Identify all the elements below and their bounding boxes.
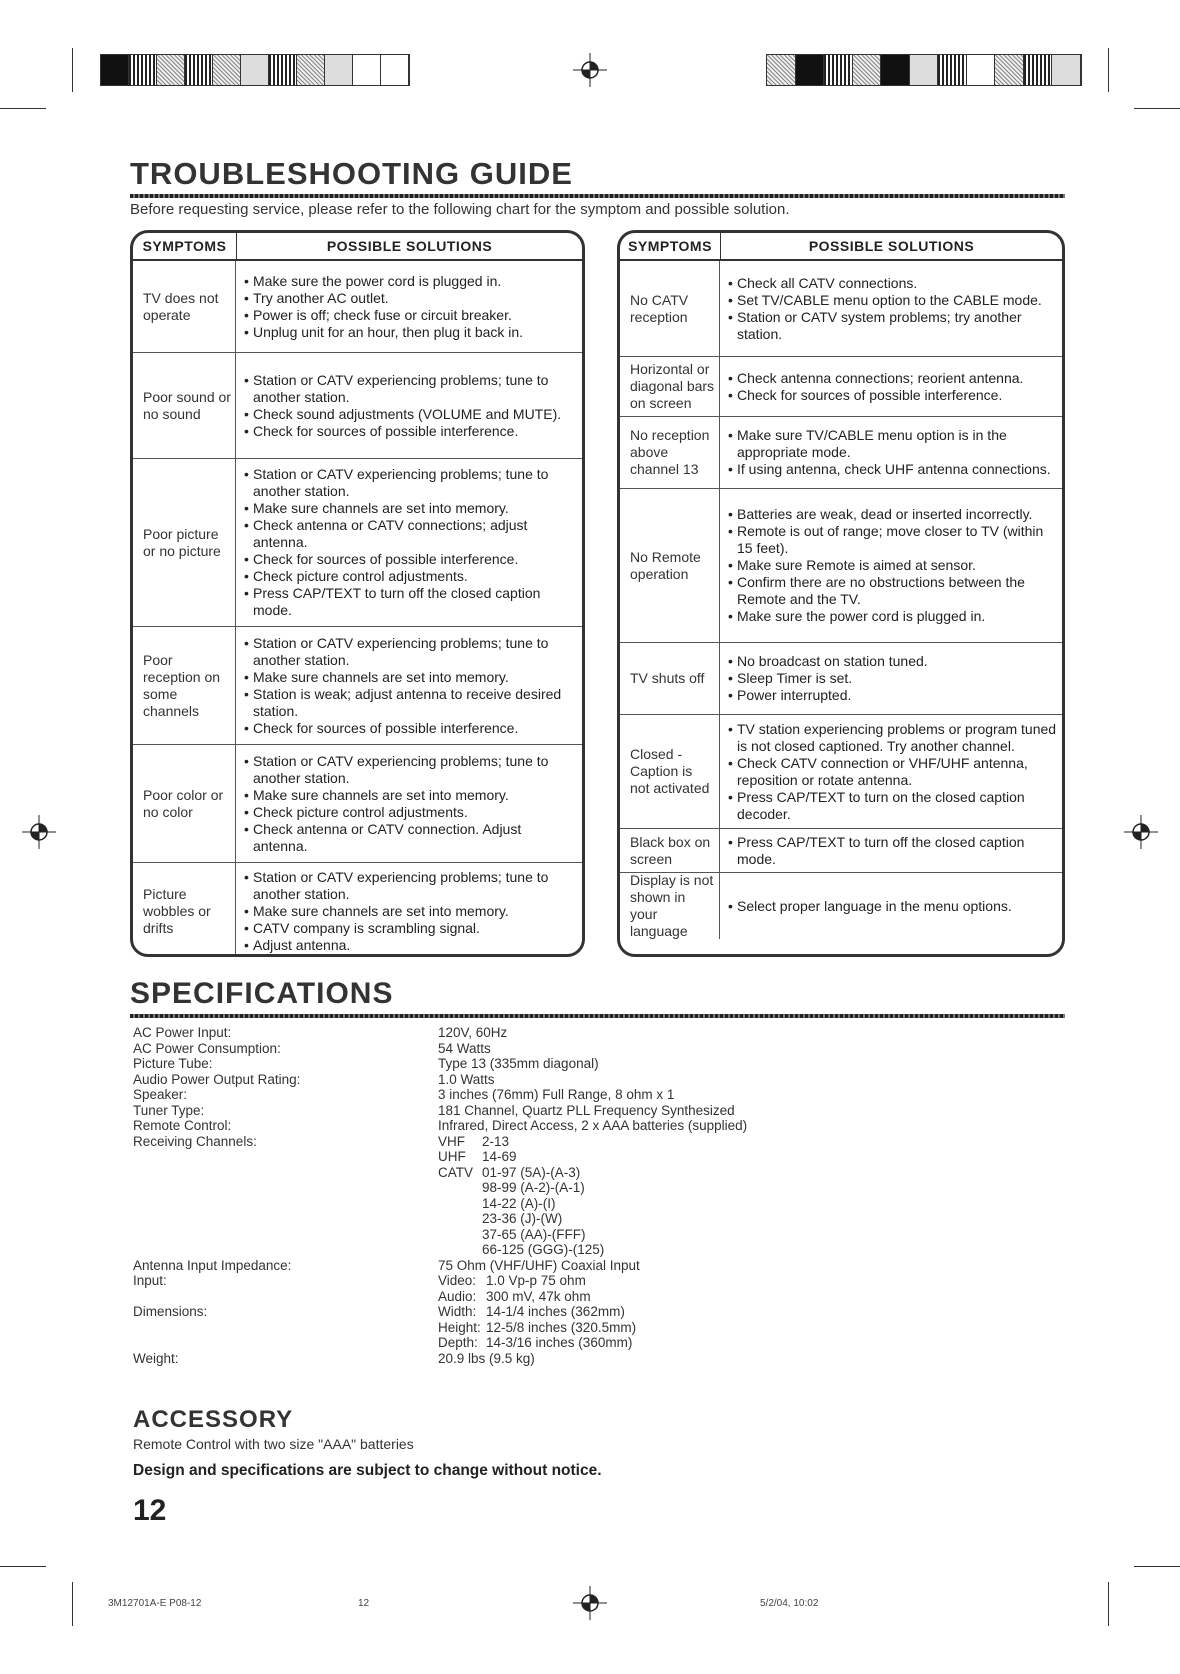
table-row	[620, 261, 1062, 357]
page-number: 12	[133, 1494, 167, 1527]
symptom-cell: TV shuts off	[620, 643, 720, 714]
spec-value: 1.0 Watts	[438, 1071, 495, 1087]
spec-row	[133, 1258, 1033, 1274]
symptom-cell: No Remote operation	[620, 489, 720, 642]
crop-mark	[1108, 48, 1109, 92]
title-rule	[130, 194, 1065, 198]
footer-code: 3M12701A-E P08-12	[108, 1598, 202, 1609]
solution-item: • Press CAP/TEXT to turn on the closed caption decoder.	[728, 789, 1058, 823]
catv-range: 23-36 (J)-(W)	[482, 1211, 563, 1226]
spec-subvalue: 14-1/4 inches (362mm)	[486, 1304, 625, 1319]
registration-target-icon	[573, 53, 607, 87]
spec-value	[438, 1273, 1033, 1304]
spec-value	[438, 1304, 1033, 1351]
spec-subvalue: 1.0 Vp-p 75 ohm	[486, 1273, 586, 1288]
solution-item: • Station or CATV system problems; try another station.	[728, 309, 1058, 343]
header-solutions: POSSIBLE SOLUTIONS	[326, 238, 493, 254]
solution-item: • Station or CATV experiencing problems; tune to another station.	[244, 753, 578, 787]
crop-mark	[1134, 1566, 1180, 1567]
header-symptoms: SYMPTOMS	[133, 233, 237, 259]
spec-subkey: Audio:	[438, 1288, 477, 1304]
spec-label: Weight:	[133, 1350, 179, 1366]
table-row	[620, 489, 1062, 643]
specifications-list	[133, 1025, 1033, 1366]
solutions-cell	[236, 353, 582, 458]
solution-item: • Make sure channels are set into memory.	[244, 669, 578, 686]
solution-item: • Check all CATV connections.	[728, 275, 1058, 292]
spec-row	[133, 1103, 1033, 1119]
spec-row	[133, 1056, 1033, 1072]
symptom-cell: Poor reception on some channels	[133, 627, 236, 744]
solution-item: • Adjust antenna.	[244, 937, 578, 954]
solution-item: • Make sure channels are set into memory.	[244, 787, 578, 804]
solutions-cell	[720, 261, 1062, 356]
solution-item: • Make sure TV/CABLE menu option is in the appropriate mode.	[728, 427, 1058, 461]
solution-item: • Sleep Timer is set.	[728, 670, 1058, 687]
solutions-cell	[236, 745, 582, 862]
solution-item: • Make sure Remote is aimed at sensor.	[728, 557, 1058, 574]
spec-subvalue: 300 mV, 47k ohm	[486, 1288, 591, 1304]
header-solutions: POSSIBLE SOLUTIONS	[808, 238, 975, 254]
table-row	[133, 745, 582, 863]
symptom-cell: No reception above channel 13	[620, 417, 720, 488]
spec-subkey: Depth:	[438, 1335, 478, 1350]
registration-target-icon	[22, 815, 56, 849]
solutions-cell	[720, 643, 1062, 714]
solution-item: • Check for sources of possible interference.	[244, 720, 578, 737]
catv-range: 14-22 (A)-(I)	[482, 1195, 556, 1211]
footer-page: 12	[358, 1598, 370, 1609]
spec-value: 3 inches (76mm) Full Range, 8 ohm x 1	[438, 1087, 675, 1102]
solution-item: • Make sure channels are set into memory.	[244, 903, 578, 920]
table-row	[620, 873, 1062, 939]
spec-subkey: Height:	[438, 1319, 481, 1335]
spec-label: AC Power Consumption:	[133, 1040, 281, 1056]
solution-item: • Check antenna connections; reorient antenna.	[728, 370, 1058, 387]
spec-subkey: Video:	[438, 1273, 477, 1288]
solution-item: • Make sure the power cord is plugged in.	[244, 273, 578, 290]
table-row	[133, 863, 582, 957]
solution-item: • Station is weak; adjust antenna to receive desired station.	[244, 686, 578, 720]
crop-mark	[0, 108, 46, 109]
solution-item: • Press CAP/TEXT to turn off the closed caption mode.	[728, 834, 1058, 868]
symptom-cell: No CATV reception	[620, 261, 720, 356]
solution-item: • Check for sources of possible interference.	[728, 387, 1058, 404]
spec-value: Type 13 (335mm diagonal)	[438, 1056, 599, 1071]
color-calibration-bar-left	[100, 54, 410, 86]
solutions-cell	[720, 357, 1062, 416]
solutions-cell	[236, 459, 582, 626]
solutions-cell	[720, 873, 1062, 939]
spec-row	[133, 1041, 1033, 1057]
solutions-cell	[720, 489, 1062, 642]
solution-item: • Check picture control adjustments.	[244, 568, 578, 585]
spec-subkey: UHF	[438, 1149, 466, 1164]
solution-item: • Make sure the power cord is plugged in.	[728, 608, 1058, 625]
spec-label: Audio Power Output Rating:	[133, 1071, 301, 1087]
spec-label: Picture Tube:	[133, 1056, 213, 1071]
symptom-cell: Poor color or no color	[133, 745, 236, 862]
solutions-cell	[720, 829, 1062, 872]
solutions-cell	[236, 863, 582, 957]
symptom-cell: Horizontal or diagonal bars on screen	[620, 357, 720, 416]
symptom-cell: Black box on screen	[620, 829, 720, 872]
solution-item: • If using antenna, check UHF antenna connections.	[728, 461, 1058, 478]
solutions-cell	[720, 715, 1062, 828]
solution-item: • Unplug unit for an hour, then plug it back in.	[244, 324, 578, 341]
catv-range: 98-99 (A-2)-(A-1)	[482, 1180, 585, 1195]
spec-subkey: Width:	[438, 1304, 477, 1319]
troubleshooting-title: TROUBLESHOOTING GUIDE	[130, 156, 573, 191]
crop-mark	[0, 1566, 46, 1567]
table-row	[620, 643, 1062, 715]
solution-item: • Check for sources of possible interference.	[244, 551, 578, 568]
specifications-title: SPECIFICATIONS	[130, 977, 394, 1010]
table-header	[133, 233, 582, 261]
catv-range: 37-65 (AA)-(FFF)	[482, 1226, 586, 1242]
title-rule	[130, 1014, 1065, 1018]
spec-row	[133, 1025, 1033, 1041]
table-row	[133, 627, 582, 745]
solution-item: • Set TV/CABLE menu option to the CABLE mode.	[728, 292, 1058, 309]
spec-label: Remote Control:	[133, 1118, 232, 1133]
solution-item: • Power is off; check fuse or circuit breaker.	[244, 307, 578, 324]
table-row	[620, 357, 1062, 417]
troubleshooting-table-left	[130, 230, 585, 957]
accessory-text: Remote Control with two size "AAA" batteries	[133, 1436, 414, 1452]
symptom-cell: Closed - Caption is not activated	[620, 715, 720, 828]
spec-label: Antenna Input Impedance:	[133, 1257, 292, 1273]
spec-label: AC Power Input:	[133, 1025, 232, 1040]
crop-mark	[1108, 1582, 1109, 1626]
spec-row	[133, 1304, 1033, 1351]
spec-value: 20.9 lbs (9.5 kg)	[438, 1350, 535, 1366]
spec-label: Speaker:	[133, 1087, 188, 1102]
solution-item: • Check antenna or CATV connections; adjust antenna.	[244, 517, 578, 551]
solution-item: • Select proper language in the menu options.	[728, 898, 1058, 915]
spec-label: Receiving Channels:	[133, 1133, 257, 1149]
solution-item: • Check sound adjustments (VOLUME and MUTE).	[244, 406, 578, 423]
footer-date: 5/2/04, 10:02	[760, 1598, 819, 1609]
color-calibration-bar-right	[766, 54, 1082, 86]
solution-item: • Check for sources of possible interference.	[244, 423, 578, 440]
solution-item: • Try another AC outlet.	[244, 290, 578, 307]
solution-item: • Check antenna or CATV connection. Adjust antenna.	[244, 821, 578, 855]
solution-item: • Check picture control adjustments.	[244, 804, 578, 821]
spec-label: Input:	[133, 1273, 167, 1288]
crop-mark	[72, 48, 73, 92]
solution-item: • Confirm there are no obstructions between the Remote and the TV.	[728, 574, 1058, 608]
solution-item: • TV station experiencing problems or program tuned is not closed captioned. Try another channel.	[728, 721, 1058, 755]
spec-row	[133, 1087, 1033, 1103]
solution-item: • Make sure channels are set into memory.	[244, 500, 578, 517]
spec-subkey: VHF	[438, 1133, 465, 1149]
solution-item: • Station or CATV experiencing problems; tune to another station.	[244, 635, 578, 669]
accessory-title: ACCESSORY	[133, 1406, 294, 1433]
crop-mark	[72, 1582, 73, 1626]
solutions-cell	[236, 627, 582, 744]
table-row	[133, 261, 582, 353]
spec-row	[133, 1351, 1033, 1367]
solution-item: • Station or CATV experiencing problems; tune to another station.	[244, 869, 578, 903]
spec-label: Dimensions:	[133, 1304, 208, 1319]
symptom-cell: Display is not shown in your language	[620, 873, 720, 939]
spec-subkey: CATV	[438, 1164, 474, 1180]
symptom-cell: Poor picture or no picture	[133, 459, 236, 626]
crop-mark	[1134, 108, 1180, 109]
spec-subvalue: 14-3/16 inches (360mm)	[486, 1335, 633, 1350]
catv-range: 66-125 (GGG)-(125)	[482, 1242, 605, 1257]
catv-range: 01-97 (5A)-(A-3)	[482, 1164, 581, 1180]
solution-item: • Check CATV connection or VHF/UHF antenna, reposition or rotate antenna.	[728, 755, 1058, 789]
spec-value: 75 Ohm (VHF/UHF) Coaxial Input	[438, 1257, 640, 1273]
spec-value: 54 Watts	[438, 1040, 491, 1056]
table-row	[620, 715, 1062, 829]
symptom-cell: Picture wobbles or drifts	[133, 863, 236, 957]
solution-item: • Power interrupted.	[728, 687, 1058, 704]
catv-list	[482, 1165, 604, 1258]
solutions-cell	[236, 261, 582, 352]
table-row	[620, 417, 1062, 489]
solution-item: • CATV company is scrambling signal.	[244, 920, 578, 937]
spec-subvalue: 12-5/8 inches (320.5mm)	[486, 1319, 637, 1335]
solution-item: • Station or CATV experiencing problems; tune to another station.	[244, 372, 578, 406]
solutions-cell	[720, 417, 1062, 488]
change-notice: Design and specifications are subject to change without notice.	[133, 1462, 602, 1479]
table-body	[133, 261, 582, 957]
spec-row	[133, 1072, 1033, 1088]
solution-item: • Batteries are weak, dead or inserted incorrectly.	[728, 506, 1058, 523]
spec-row	[133, 1118, 1033, 1134]
spec-value: 120V, 60Hz	[438, 1025, 508, 1040]
registration-target-icon	[573, 1586, 607, 1620]
spec-row	[133, 1134, 1033, 1258]
table-header	[620, 233, 1062, 261]
table-row	[620, 829, 1062, 873]
spec-value: Infrared, Direct Access, 2 x AAA batteries (supplied)	[438, 1118, 748, 1133]
table-row	[133, 353, 582, 459]
solution-item: • Press CAP/TEXT to turn off the closed caption mode.	[244, 585, 578, 619]
troubleshooting-intro: Before requesting service, please refer to the following chart for the symptom and possible solution.	[130, 201, 790, 218]
spec-subvalue: 14-69	[482, 1149, 517, 1164]
spec-value	[438, 1134, 1033, 1258]
header-symptoms: SYMPTOMS	[620, 233, 721, 259]
symptom-cell: Poor sound or no sound	[133, 353, 236, 458]
spec-subvalue: 2-13	[482, 1133, 510, 1149]
solution-item: • Remote is out of range; move closer to TV (within 15 feet).	[728, 523, 1058, 557]
registration-target-icon	[1124, 815, 1158, 849]
table-body	[620, 261, 1062, 939]
spec-value: 181 Channel, Quartz PLL Frequency Synthesized	[438, 1102, 735, 1118]
solution-item: • No broadcast on station tuned.	[728, 653, 1058, 670]
spec-row	[133, 1273, 1033, 1304]
troubleshooting-table-right	[617, 230, 1065, 957]
spec-label: Tuner Type:	[133, 1102, 205, 1118]
symptom-cell: TV does not operate	[133, 261, 236, 352]
table-row	[133, 459, 582, 627]
solution-item: • Station or CATV experiencing problems; tune to another station.	[244, 466, 578, 500]
